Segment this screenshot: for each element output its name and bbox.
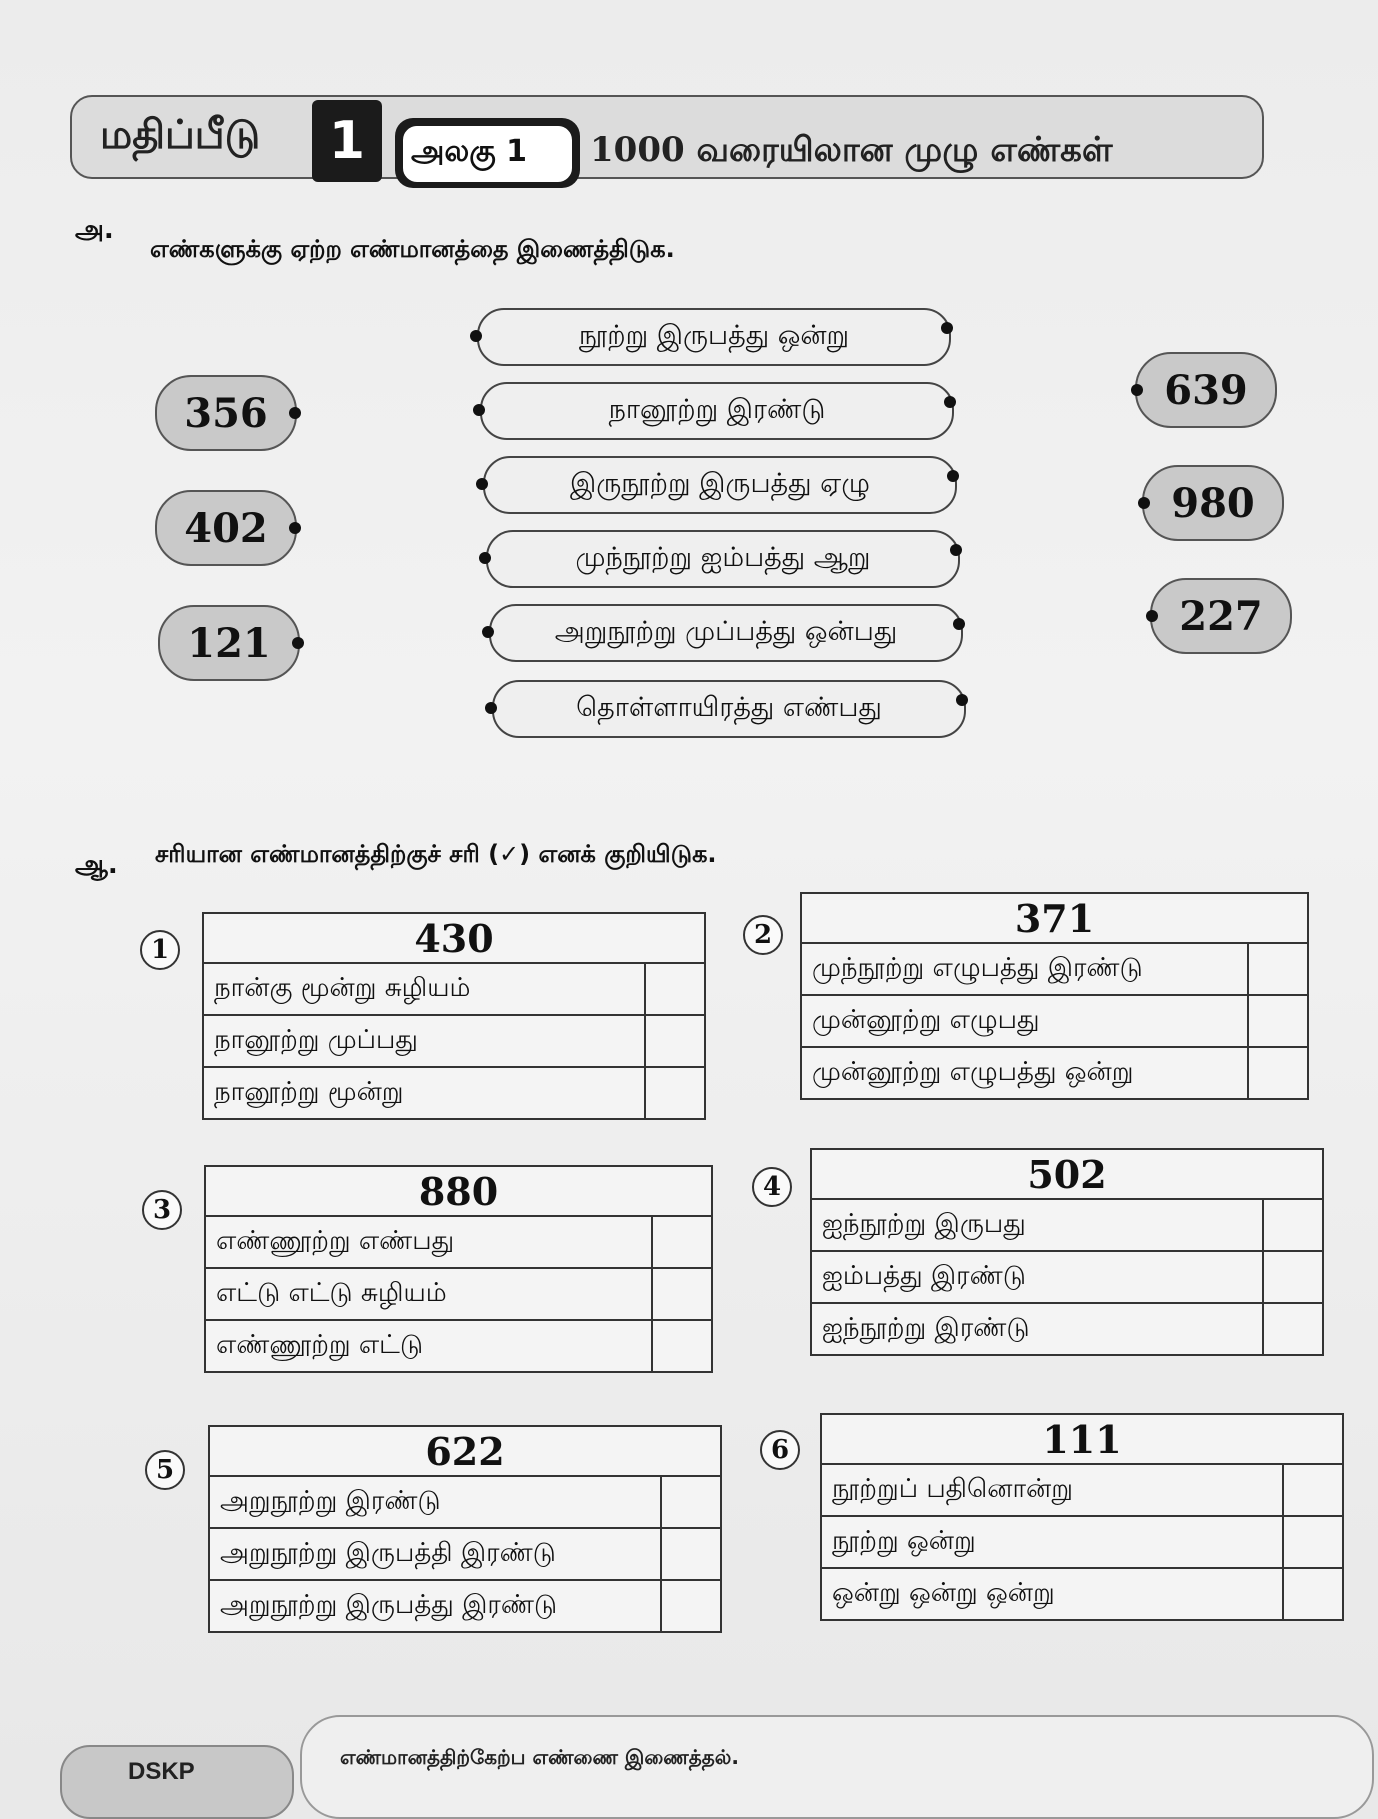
option-row: [822, 1465, 1342, 1517]
question-number: 5: [145, 1450, 185, 1490]
option-text: நானூற்று முப்பது: [204, 1016, 646, 1066]
match-dot[interactable]: [482, 626, 494, 638]
table-number: 880: [206, 1167, 711, 1217]
tick-box[interactable]: [662, 1477, 720, 1527]
table-number: 430: [204, 914, 704, 964]
table-number: 502: [812, 1150, 1322, 1200]
option-row: [204, 1068, 704, 1118]
tick-box[interactable]: [662, 1529, 720, 1579]
tick-box[interactable]: [1249, 996, 1307, 1046]
right-number-pill: 639: [1135, 352, 1277, 428]
question-number: 4: [752, 1167, 792, 1207]
option-row: [812, 1304, 1322, 1354]
option-text: அறுநூற்று இரண்டு: [210, 1477, 662, 1527]
tick-box[interactable]: [653, 1217, 711, 1267]
match-dot[interactable]: [479, 552, 491, 564]
question-number: 1: [140, 930, 180, 970]
question-number: 6: [760, 1430, 800, 1470]
header-label: மதிப்பீடு: [100, 112, 261, 158]
tick-box[interactable]: [1249, 944, 1307, 994]
tick-box[interactable]: [646, 1068, 704, 1118]
option-text: அறுநூற்று இருபத்து இரண்டு: [210, 1581, 662, 1631]
section-a-instruction: எண்களுக்கு ஏற்ற எண்மானத்தை இணைத்திடுக.: [150, 235, 675, 263]
option-row: [210, 1581, 720, 1631]
option-row: [206, 1321, 711, 1371]
tick-box[interactable]: [646, 964, 704, 1014]
match-dot[interactable]: [956, 694, 968, 706]
option-text: ஐந்நூற்று இருபது: [812, 1200, 1264, 1250]
section-a-letter: அ.: [75, 215, 114, 245]
match-dot[interactable]: [944, 396, 956, 408]
tick-box[interactable]: [1284, 1569, 1342, 1619]
match-dot[interactable]: [485, 702, 497, 714]
question-number: 2: [743, 915, 783, 955]
option-row: [206, 1217, 711, 1269]
word-pill: இருநூற்று இருபத்து ஏழு: [483, 456, 957, 514]
tick-box[interactable]: [1284, 1517, 1342, 1567]
match-dot[interactable]: [953, 618, 965, 630]
word-pill: தொள்ளாயிரத்து எண்பது: [492, 680, 966, 738]
footer-code: DSKP: [128, 1758, 195, 1785]
match-dot[interactable]: [1146, 610, 1158, 622]
tick-box[interactable]: [1264, 1200, 1322, 1250]
match-dot[interactable]: [473, 404, 485, 416]
option-row: [802, 996, 1307, 1048]
option-row: [822, 1569, 1342, 1619]
footer-objective: எண்மானத்திற்கேற்ப எண்ணை இணைத்தல்.: [340, 1745, 739, 1769]
option-text: முன்னூற்று எழுபது: [802, 996, 1249, 1046]
option-text: ஐந்நூற்று இரண்டு: [812, 1304, 1264, 1354]
tick-box[interactable]: [1264, 1304, 1322, 1354]
answer-table: [204, 1165, 713, 1373]
tick-box[interactable]: [653, 1269, 711, 1319]
option-row: [802, 944, 1307, 996]
option-text: ஒன்று ஒன்று ஒன்று: [822, 1569, 1284, 1619]
option-row: [812, 1252, 1322, 1304]
option-row: [206, 1269, 711, 1321]
option-row: [204, 1016, 704, 1068]
option-row: [822, 1517, 1342, 1569]
match-dot[interactable]: [1138, 497, 1150, 509]
left-number-pill: 121: [158, 605, 300, 681]
option-text: ஐம்பத்து இரண்டு: [812, 1252, 1264, 1302]
option-text: நானூற்று மூன்று: [204, 1068, 646, 1118]
tick-box[interactable]: [1249, 1048, 1307, 1098]
table-number: 622: [210, 1427, 720, 1477]
table-number: 111: [822, 1415, 1342, 1465]
match-dot[interactable]: [289, 407, 301, 419]
right-number-pill: 980: [1142, 465, 1284, 541]
match-dot[interactable]: [470, 330, 482, 342]
tick-box[interactable]: [653, 1321, 711, 1371]
word-pill: நானூற்று இரண்டு: [480, 382, 954, 440]
word-pill: முந்நூற்று ஐம்பத்து ஆறு: [486, 530, 960, 588]
option-text: அறுநூற்று இருபத்தி இரண்டு: [210, 1529, 662, 1579]
word-pill: அறுநூற்று முப்பத்து ஒன்பது: [489, 604, 963, 662]
tick-box[interactable]: [1264, 1252, 1322, 1302]
section-b-letter: ஆ.: [75, 850, 118, 880]
option-text: நூற்று ஒன்று: [822, 1517, 1284, 1567]
answer-table: [810, 1148, 1324, 1356]
page-title: 1000 வரையிலான முழு எண்கள்: [590, 130, 1113, 170]
right-number-pill: 227: [1150, 578, 1292, 654]
unit-badge: [395, 118, 580, 188]
option-text: நூற்றுப் பதினொன்று: [822, 1465, 1284, 1515]
option-text: நான்கு மூன்று சுழியம்: [204, 964, 646, 1014]
option-text: எண்ணூற்று எட்டு: [206, 1321, 653, 1371]
answer-table: [800, 892, 1309, 1100]
match-dot[interactable]: [289, 522, 301, 534]
left-number-pill: 402: [155, 490, 297, 566]
match-dot[interactable]: [950, 544, 962, 556]
match-dot[interactable]: [941, 322, 953, 334]
tick-box[interactable]: [1284, 1465, 1342, 1515]
section-b-instruction: சரியான எண்மானத்திற்குச் சரி (✓) எனக் குறியிடுக.: [155, 840, 717, 868]
table-number: 371: [802, 894, 1307, 944]
option-row: [210, 1529, 720, 1581]
answer-table: [202, 912, 706, 1120]
left-number-pill: 356: [155, 375, 297, 451]
tick-box[interactable]: [662, 1581, 720, 1631]
option-text: முன்னூற்று எழுபத்து ஒன்று: [802, 1048, 1249, 1098]
tick-box[interactable]: [646, 1016, 704, 1066]
option-row: [204, 964, 704, 1016]
option-row: [812, 1200, 1322, 1252]
option-text: முந்நூற்று எழுபத்து இரண்டு: [802, 944, 1249, 994]
option-row: [210, 1477, 720, 1529]
option-text: எண்ணூற்று எண்பது: [206, 1217, 653, 1267]
match-dot[interactable]: [476, 478, 488, 490]
question-number: 3: [142, 1190, 182, 1230]
option-row: [802, 1048, 1307, 1098]
answer-table: [208, 1425, 722, 1633]
match-dot[interactable]: [292, 637, 304, 649]
unit-badge-inner: [403, 126, 572, 182]
header-number: 1: [312, 100, 382, 182]
option-text: எட்டு எட்டு சுழியம்: [206, 1269, 653, 1319]
word-pill: நூற்று இருபத்து ஒன்று: [477, 308, 951, 366]
unit-label: அலகு 1: [411, 134, 528, 169]
answer-table: [820, 1413, 1344, 1621]
match-dot[interactable]: [947, 470, 959, 482]
match-dot[interactable]: [1131, 384, 1143, 396]
